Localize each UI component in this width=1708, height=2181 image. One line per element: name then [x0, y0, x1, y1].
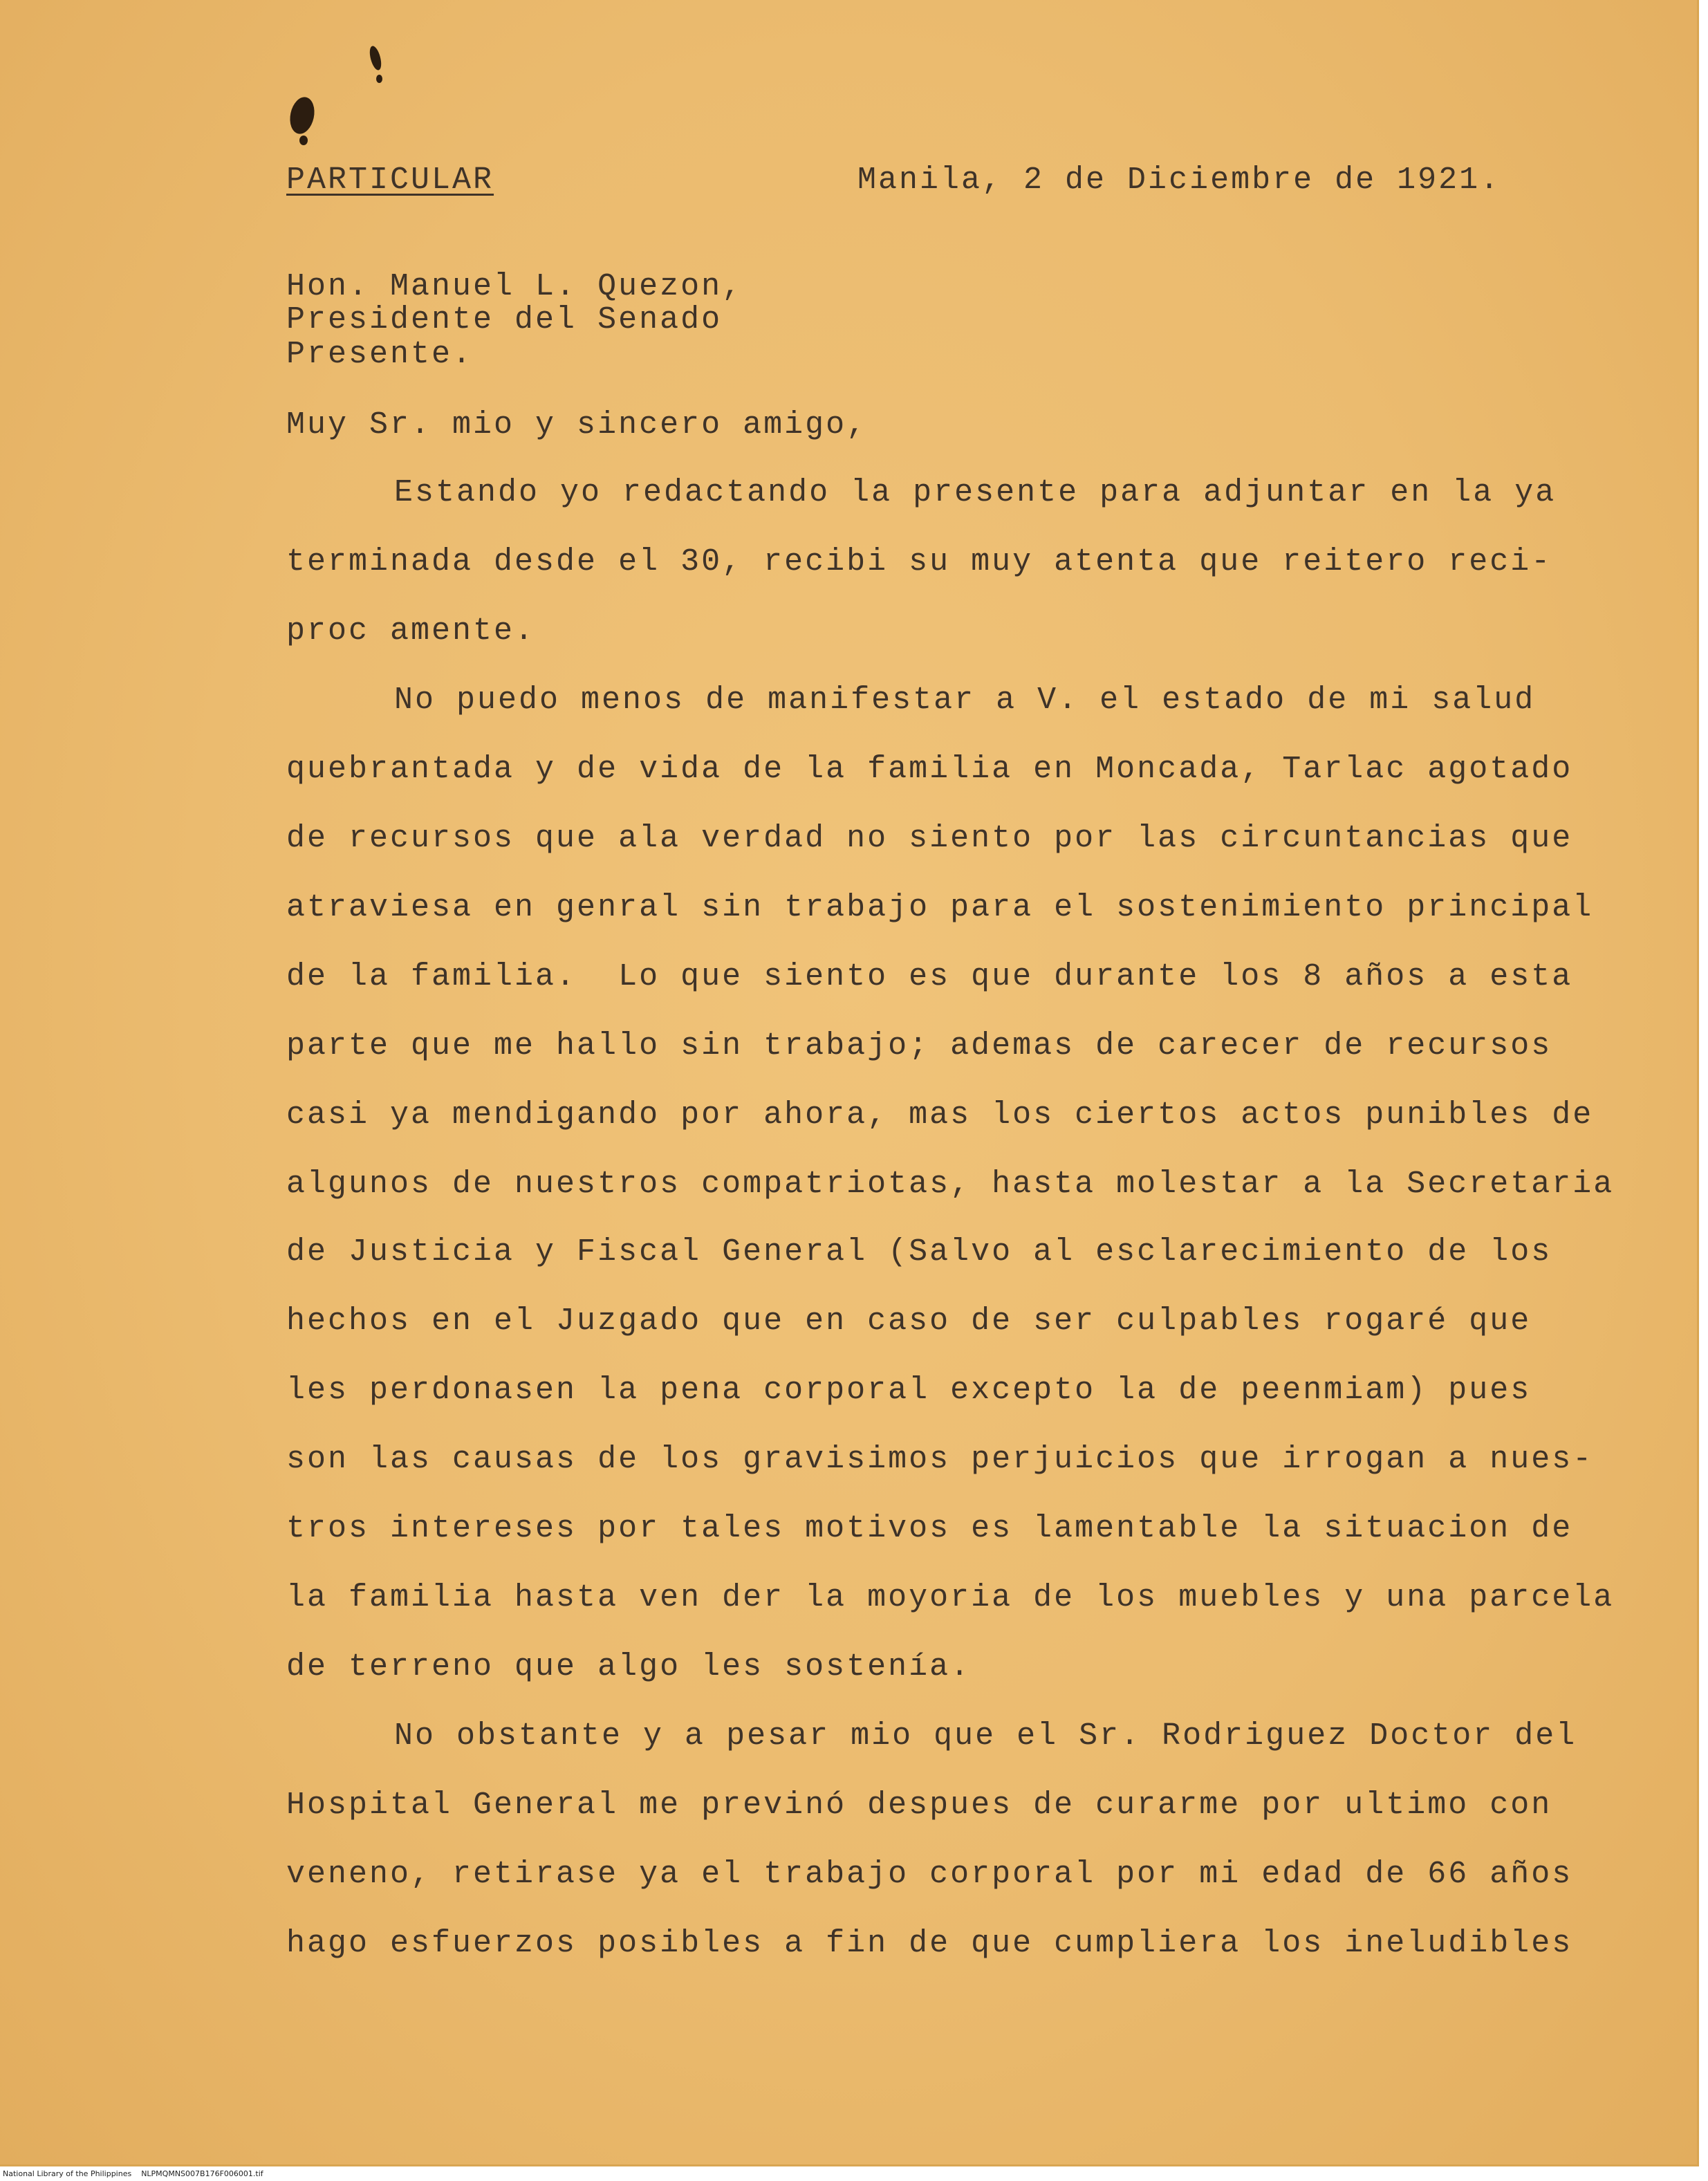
salutation: Muy Sr. mio y sincero amigo, — [286, 407, 868, 443]
address-line: Hon. Manuel L. Quezon, — [286, 269, 743, 304]
archive-footer-text: National Library of the Philippines NLPMQMNS007B176F006001.tif — [3, 2169, 263, 2178]
body-line: Hospital General me previnó despues de curarme por ultimo con — [286, 1788, 1552, 1823]
body-line: la familia hasta ven der la moyoria de los muebles y una parcela — [286, 1580, 1615, 1615]
dateline: Manila, 2 de Diciembre de 1921. — [857, 163, 1501, 198]
letter-heading: PARTICULAR — [286, 163, 494, 198]
body-line: casi ya mendigando por ahora, mas los ciertos actos punibles de — [286, 1097, 1594, 1133]
body-line: proc amente. — [286, 613, 536, 649]
body-line: Estando yo redactando la presente para adjuntar en la ya — [394, 475, 1557, 510]
archive-footer — [0, 2167, 1708, 2181]
body-line: de Justicia y Fiscal General (Salvo al esclarecimiento de los — [286, 1234, 1552, 1270]
body-line: hago esfuerzos posibles a fin de que cumpliera los ineludibles — [286, 1926, 1573, 1961]
body-line: tros intereses por tales motivos es lamentable la situacion de — [286, 1511, 1573, 1546]
body-line: atraviesa en genral sin trabajo para el sostenimiento principal — [286, 890, 1594, 925]
body-line: quebrantada y de vida de la familia en Moncada, Tarlac agotado — [286, 752, 1573, 787]
body-line: parte que me hallo sin trabajo; ademas de carecer de recursos — [286, 1028, 1552, 1064]
body-line: terminada desde el 30, recibi su muy atenta que reitero reci- — [286, 544, 1552, 579]
ink-stain — [376, 75, 382, 83]
body-line: veneno, retirase ya el trabajo corporal por mi edad de 66 años — [286, 1857, 1573, 1892]
address-line: Presente. — [286, 337, 474, 372]
body-line: de terreno que algo les sostenía. — [286, 1649, 972, 1685]
ink-stain — [368, 45, 384, 71]
body-line: No obstante y a pesar mio que el Sr. Rodriguez Doctor del — [394, 1718, 1577, 1754]
body-line: les perdonasen la pena corporal excepto la de peenmiam) pues — [286, 1373, 1532, 1408]
address-line: Presidente del Senado — [286, 302, 723, 337]
body-line: son las causas de los gravisimos perjuicios que irrogan a nues- — [286, 1442, 1594, 1477]
body-line: hechos en el Juzgado que en caso de ser culpables rogaré que — [286, 1303, 1532, 1339]
body-line: de la familia. Lo que siento es que durante los 8 años a esta — [286, 959, 1573, 994]
body-line: algunos de nuestros compatriotas, hasta molestar a la Secretaria — [286, 1167, 1615, 1202]
ink-stain — [299, 136, 308, 145]
body-line: No puedo menos de manifestar a V. el estado de mi salud — [394, 683, 1536, 718]
ink-stain — [287, 95, 317, 136]
body-line: de recursos que ala verdad no siento por las circuntancias que — [286, 821, 1573, 856]
